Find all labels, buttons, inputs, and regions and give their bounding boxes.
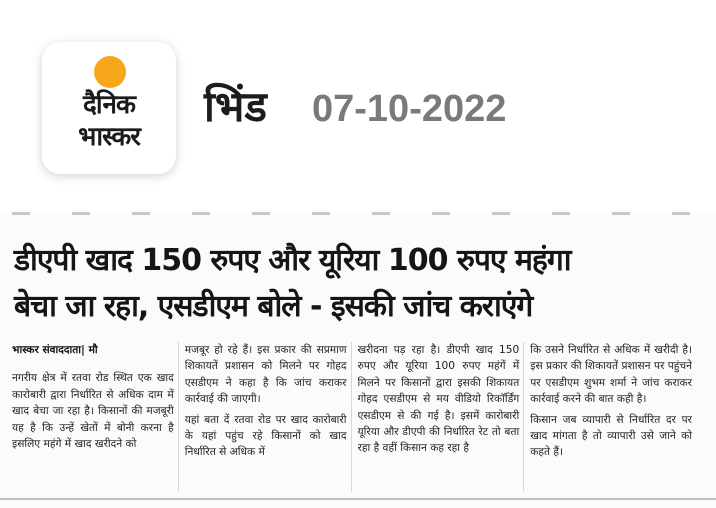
article-column-4	[530, 342, 696, 492]
article-headline	[14, 238, 704, 330]
edition-date: 07-10-2022	[312, 88, 507, 130]
headline-line-2: बेचा जा रहा, एसडीएम बोले - इसकी जांच कराएंगे	[14, 289, 533, 324]
column-2-paragraph-1: मजबूर हो रहे हैं। इस प्रकार की सप्रमाण शिकायतें प्रशासन को मिलने पर गोहद एसडीएम ने कहा है कि जांच कराकर कार्रवाई की जाएगी।	[184, 344, 347, 406]
article-column-1	[12, 342, 179, 492]
article-byline: भास्कर संवाददाता| मौ	[12, 344, 98, 356]
article-body	[12, 342, 696, 492]
city-name: भिंड	[204, 82, 267, 131]
article-column-3	[358, 342, 525, 492]
column-1-text: नगरीय क्षेत्र में रतवा रोड स्थित एक खाद कारोबारी द्वारा निर्धारित से अधिक दाम में खाद बेचा जा रहा है। किसानों की मजबूरी यह है कि उन्हें खेतों में बोनी करना है इसलिए महंगे में खाद खरीदने को	[12, 372, 174, 451]
column-3-text: खरीदना पड़ रहा है। डीएपी खाद 150 रुपए और यूरिया 100 रुपए महंगें में मिलने पर किसानों द्वारा इसकी शिकायत गोहद एसडीएम से मय वीडियो रिकाॅर्डिंग एसडीएम से की गई है। इसमें कारोबारी यूरिया और डीएपी की निर्धारित रेट तो बता रहा है वहीं किसान कह रहा है	[357, 344, 520, 455]
logo-text-line1: दैनिक	[83, 90, 135, 120]
logo-text-line2: भास्कर	[78, 122, 140, 152]
page-header	[0, 0, 716, 200]
article-column-2	[185, 342, 352, 492]
clipping-top-edge	[12, 212, 704, 215]
column-2-paragraph-2: यहां बता दें रतवा रोड पर खाद कारोबारी के यहां पहुंच रहे किसानों को खाद निर्धारित से अधिक में	[184, 413, 347, 459]
sun-icon	[94, 56, 126, 88]
headline-line-1: डीएपी खाद 150 रुपए और यूरिया 100 रुपए महंगा	[14, 243, 571, 278]
newspaper-logo	[42, 42, 176, 174]
clipping-bottom-rule	[0, 498, 716, 500]
column-4-paragraph-1: कि उसने निर्धारित से अधिक में खरीदी है। इस प्रकार की शिकायतें प्रशासन पर पहुंचने पर एसडीएम शुभम शर्मा ने जांच कराकर कार्रवाई करने की बात कही है।	[530, 344, 692, 406]
news-clipping	[0, 212, 716, 508]
column-4-paragraph-2: किसान जब व्यापारी से निर्धारित दर पर खाद मांगता है तो व्यापारी उसे जाने को कहते हैं।	[530, 413, 692, 459]
